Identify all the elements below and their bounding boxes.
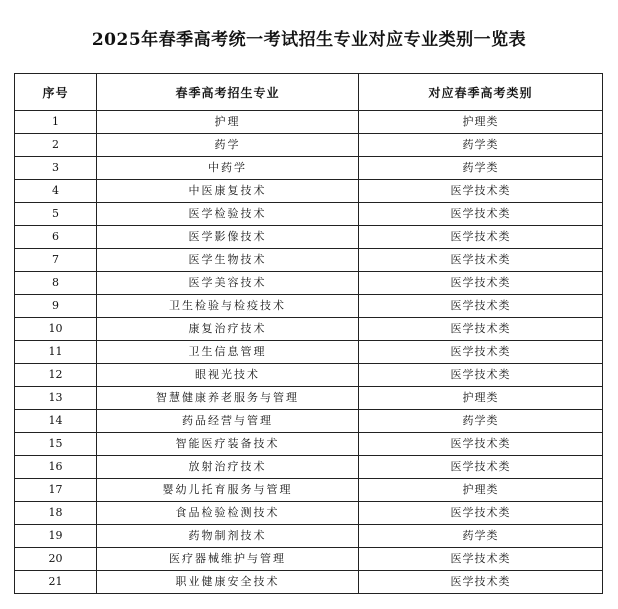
row-major: 中药学 [97,157,359,180]
table-row [15,157,603,180]
table-row [15,111,603,134]
row-category: 医学技术类 [359,180,603,203]
row-category: 药学类 [359,157,603,180]
row-serial-number: 19 [15,525,97,548]
header-category: 对应春季高考类别 [359,74,603,111]
row-category: 护理类 [359,479,603,502]
row-major: 医学生物技术 [97,249,359,272]
row-category: 医学技术类 [359,203,603,226]
row-serial-number: 5 [15,203,97,226]
table-header [15,74,603,111]
row-serial-number: 16 [15,456,97,479]
row-category: 医学技术类 [359,502,603,525]
row-category: 医学技术类 [359,571,603,594]
row-category: 药学类 [359,410,603,433]
row-serial-number: 6 [15,226,97,249]
row-serial-number: 2 [15,134,97,157]
row-category: 医学技术类 [359,249,603,272]
row-serial-number: 7 [15,249,97,272]
row-major: 智能医疗装备技术 [97,433,359,456]
majors-table-container [14,73,602,594]
row-major: 医学检验技术 [97,203,359,226]
table-row [15,249,603,272]
row-major: 智慧健康养老服务与管理 [97,387,359,410]
row-serial-number: 20 [15,548,97,571]
table-row [15,410,603,433]
row-serial-number: 12 [15,364,97,387]
row-category: 医学技术类 [359,341,603,364]
table-row [15,479,603,502]
row-category: 医学技术类 [359,364,603,387]
row-serial-number: 21 [15,571,97,594]
row-serial-number: 9 [15,295,97,318]
table-body [15,111,603,594]
row-serial-number: 3 [15,157,97,180]
row-serial-number: 15 [15,433,97,456]
table-row [15,226,603,249]
table-row [15,180,603,203]
row-category: 医学技术类 [359,456,603,479]
document-title: 2025年春季高考统一考试招生专业对应专业类别一览表 [91,30,527,50]
row-major: 中医康复技术 [97,180,359,203]
table-row [15,295,603,318]
majors-category-table [14,73,603,594]
table-row [15,364,603,387]
table-row [15,134,603,157]
table-row [15,525,603,548]
table-row [15,387,603,410]
row-major: 药品经营与管理 [97,410,359,433]
row-serial-number: 17 [15,479,97,502]
row-category: 护理类 [359,111,603,134]
row-category: 药学类 [359,134,603,157]
table-row [15,456,603,479]
row-serial-number: 13 [15,387,97,410]
table-row [15,318,603,341]
row-major: 医疗器械维护与管理 [97,548,359,571]
table-row [15,548,603,571]
row-category: 医学技术类 [359,548,603,571]
row-major: 药学 [97,134,359,157]
row-major: 康复治疗技术 [97,318,359,341]
row-serial-number: 8 [15,272,97,295]
table-header-row [15,74,603,111]
row-major: 医学影像技术 [97,226,359,249]
row-major: 眼视光技术 [97,364,359,387]
row-major: 卫生信息管理 [97,341,359,364]
header-major: 春季高考招生专业 [97,74,359,111]
table-row [15,502,603,525]
row-major: 卫生检验与检疫技术 [97,295,359,318]
row-category: 医学技术类 [359,433,603,456]
table-row [15,203,603,226]
row-category: 护理类 [359,387,603,410]
row-category: 医学技术类 [359,272,603,295]
header-serial-number: 序号 [15,74,97,111]
row-major: 放射治疗技术 [97,456,359,479]
row-serial-number: 10 [15,318,97,341]
row-major: 护理 [97,111,359,134]
row-category: 医学技术类 [359,295,603,318]
row-major: 职业健康安全技术 [97,571,359,594]
row-serial-number: 1 [15,111,97,134]
row-serial-number: 11 [15,341,97,364]
table-row [15,571,603,594]
table-row [15,341,603,364]
row-major: 药物制剂技术 [97,525,359,548]
row-category: 医学技术类 [359,226,603,249]
row-major: 婴幼儿托育服务与管理 [97,479,359,502]
row-category: 药学类 [359,525,603,548]
row-major: 医学美容技术 [97,272,359,295]
row-serial-number: 18 [15,502,97,525]
table-row [15,433,603,456]
row-major: 食品检验检测技术 [97,502,359,525]
row-serial-number: 14 [15,410,97,433]
row-category: 医学技术类 [359,318,603,341]
row-serial-number: 4 [15,180,97,203]
table-row [15,272,603,295]
